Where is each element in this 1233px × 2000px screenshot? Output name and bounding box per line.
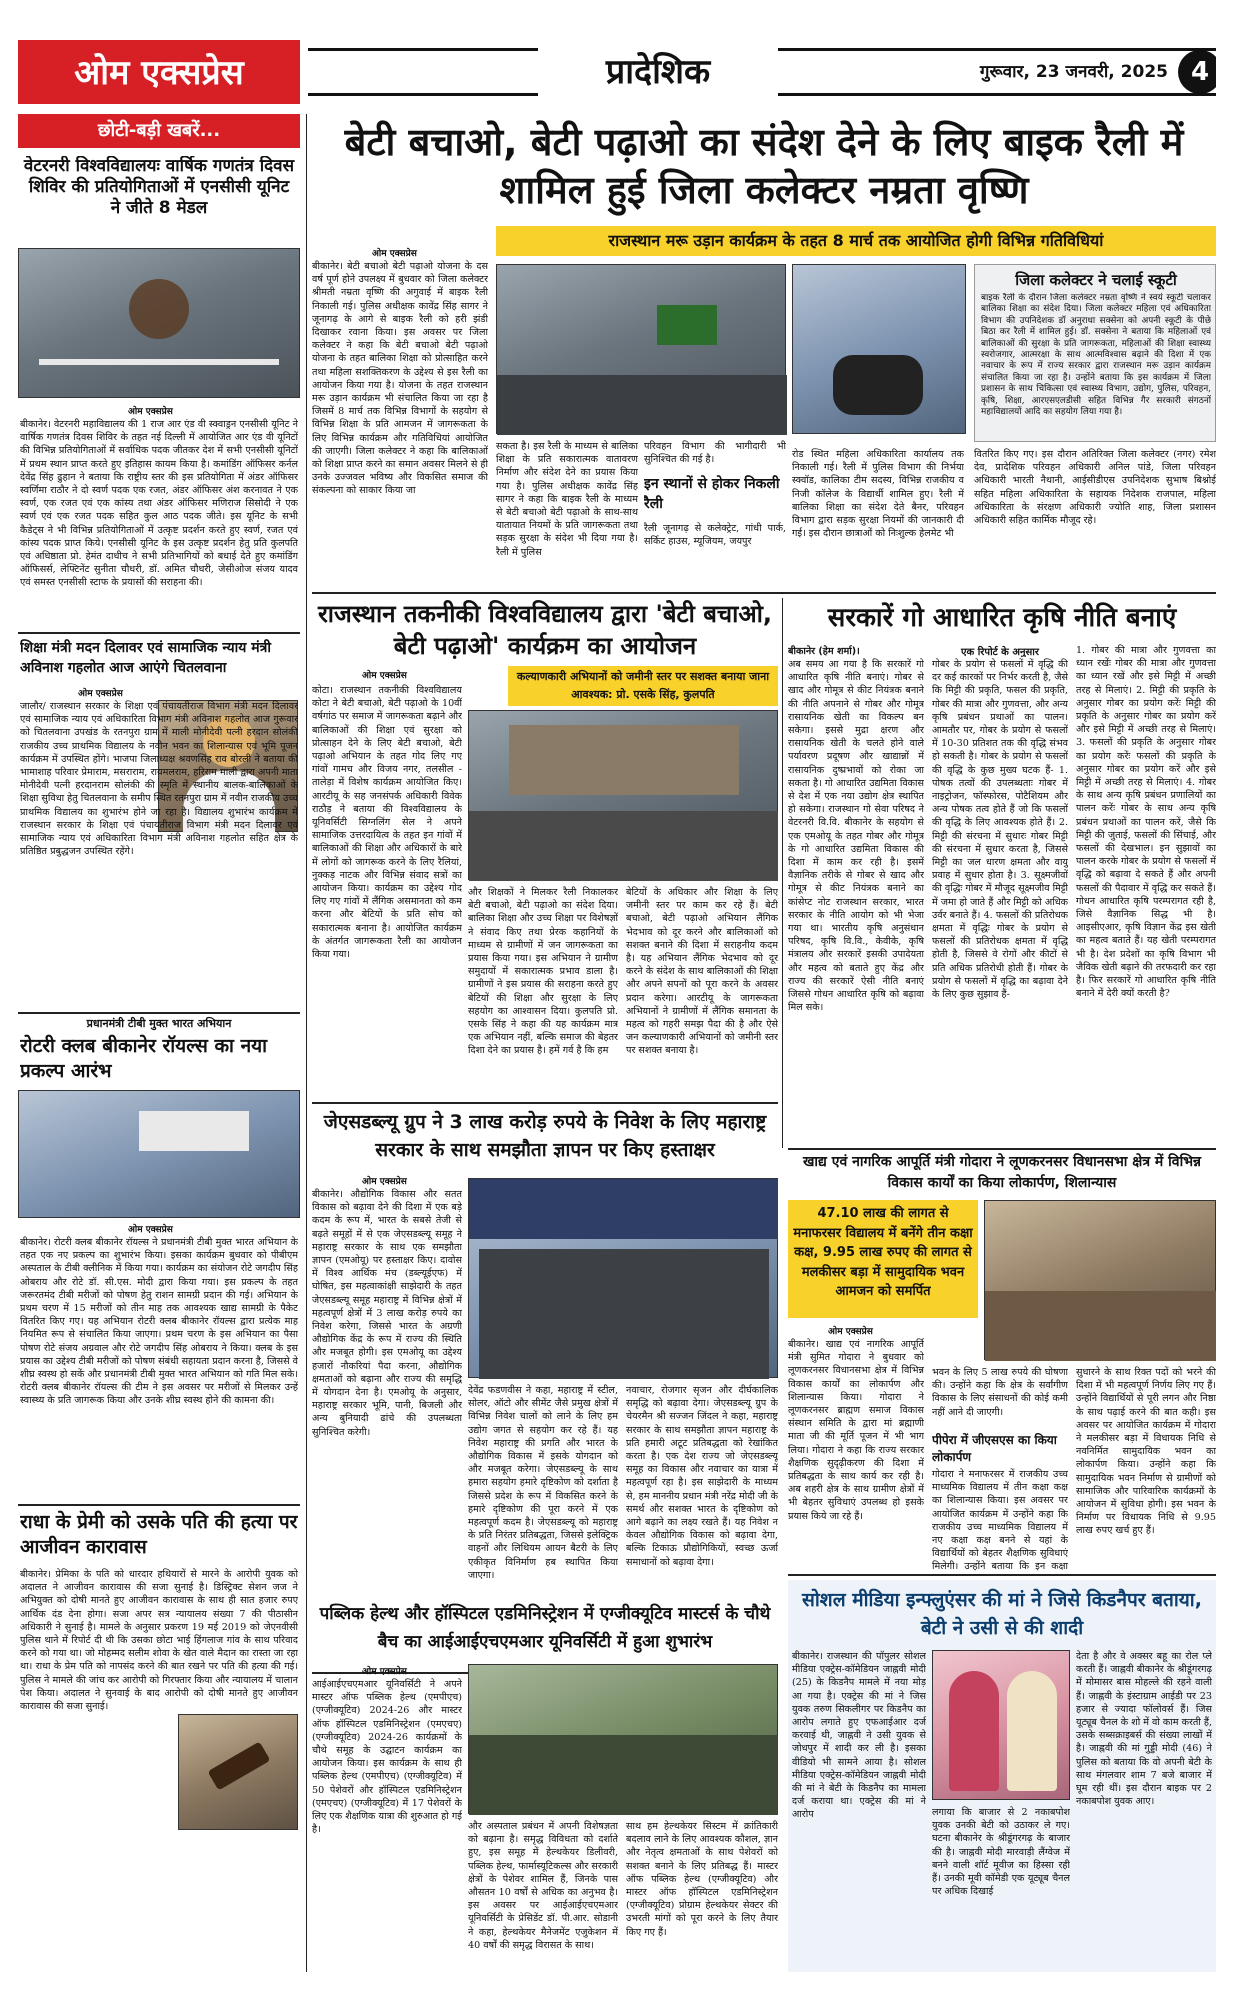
lead-scooter-photo <box>792 264 966 434</box>
column-rule <box>782 598 783 1148</box>
social-col1: बीकानेर। राजस्थान की पॉपुलर सोशल मीडिया एक्ट्रेस-कॉमेडियन जाह्नवी मोदी (25) के किडनैप मामले में नया मोड़ आ गया है। एक्ट्रेस की मां ने जिस युवक तरुण सिकलीगर पर किडनैप का आरोप लगाते हुए एफआईआर दर्ज करवाई थी, जाह्नवी ने उसी युवक से जोधपुर में शादी कर ली है। इसका वीडियो भी सामने आया है। सोशल मीडिया एक्ट्रेस-कॉमेडियन जाह्नवी मोदी की मां ने बेटी के किडनैप का मामला दर्ज कराया था। एक्ट्रेस की मां ने आरोप <box>792 1651 926 1821</box>
rtu-quote: कल्याणकारी अभियानों को जमीनी स्तर पर सशक्त बनाया जाना आवश्यक: प्रो. एसके सिंह, कुलपति <box>508 666 778 706</box>
scooty-box-title: जिला कलेक्टर ने चलाई स्कूटी <box>1015 271 1177 289</box>
godara-col3: सुधारने के साथ रिक्त पदों को भरने की दिशा में भी महत्वपूर्ण निर्णय लिए गए हैं। उन्होंने विद्यार्थियों से पूरी लगन और निष्ठा के साथ पढ़ाई करने की बात कही। इस अवसर पर आयोजित कार्यक्रम में गोदारा ने मलकीसर बड़ा में विधायक निधि से नवनिर्मित सामुदायिक भवन का लोकार्पण किया। उन्होंने कहा कि सामुदायिक भवन निर्माण से ग्रामीणों को सामाजिक और पारिवारिक कार्यक्रमों के आयोजन में सुविधा होगी। इस भवन के निर्माण पर विधायक निधि से 9.95 लाख रुपए खर्च हुए हैं। <box>1076 1367 1216 1537</box>
iihmr-photo <box>468 1664 778 1814</box>
sidebar-story3-headline: रोटरी क्लब बीकानेर रॉयल्स का नया प्रकल्प आरंभ <box>20 1035 268 1082</box>
groom-figure <box>1007 1671 1057 1791</box>
sidebar-story2-headline: शिक्षा मंत्री मदन दिलावर एवं सामाजिक न्याय मंत्री अविनाश गहलोत आज आएंगे चितलवाना <box>20 640 272 676</box>
lead-scooty-box <box>974 264 1216 442</box>
lead-col5: वितरित किए गए। इस दौरान अतिरिक्त जिला कलेक्टर (नगर) रमेश देव, प्रादेशिक परिवहन अधिकारी अनिल पांडे, जिला परिवहन अधिकारी भारती नैथानी, आईसीडीएस उपनिदेशक सुभाष बिश्नोई सहित महिला अधिकारिता के सहायक निदेशक राजपाल, महिला अधिकारिता के संरक्षण अधिकारी ज्योति शाह, जिला प्रशासन अधिकारी सहित कार्मिक मौजूद रहे। <box>974 449 1216 527</box>
social-photo <box>932 1650 1070 1800</box>
lead-rally-photo <box>496 264 786 434</box>
building <box>509 725 739 795</box>
sidebar <box>18 114 300 1972</box>
issue-date: गुरूवार, 23 जनवरी, 2025 <box>908 54 1178 90</box>
barrier <box>39 359 279 365</box>
lead-col3: परिवहन विभाग की भागीदारी भी सुनिश्चित की गई है। <box>644 441 786 466</box>
social-story <box>788 1580 1216 1972</box>
students-crowd <box>469 811 778 881</box>
krishi-col3: 1. गोबर की मात्रा और गुणवत्ता का ध्यान रखेंः गोबर की मात्रा और गुणवत्ता का ध्यान रखें और इसे मिट्टी में अच्छी तरह से मिलाएं। 2. मिट्टी की प्रकृति के अनुसार गोबर का प्रयोग करेंः मिट्टी की प्रकृति के अनुसार गोबर का प्रयोग करें और इसे मिट्टी में अच्छी तरह से मिलाएं। 3. फसलों की प्रकृति के अनुसार गोबर का प्रयोग करेंः फसलों की प्रकृति के अनुसार गोबर का प्रयोग करें और इसे मिट्टी में अच्छी तरह से मिलाएं। 4. गोबर के साथ अन्य कृषि प्रबंधन प्रणालियों का पालन करेंः गोबर के साथ अन्य कृषि प्रबंधन प्रथाओं का पालन करें, जैसे कि मिट्टी की जुताई, फसलों की सिंचाई, और फसलों की देखभाल। इन सुझावों का पालन करके गोबर के प्रयोग से फसलों में वृद्धि को बढ़ावा दे सकते हैं और अपनी फसलों की पैदावार में वृद्धि कर सकते हैं। गोधन आधारित कृषि परम्परागत रही है, जिसे वैज्ञानिक सिद्ध भी है। आइसीएआर, कृषि विज्ञान केंद्र इस खेती का महत्व बताते हैं। यह खेती परम्परागत भी है। देश प्रदेशों का कृषि विभाग भी जैविक खेती बढ़ाने की तरफदारी कर रहा है। फिर सरकारें गो आधारित कृषि नीति बनाने में देरी क्यों करती है? <box>1076 645 1216 1000</box>
krishi-col2: गोबर के प्रयोग से फसलों में वृद्धि की दर कई कारकों पर निर्भर करती है, जैसे कि मिट्टी की प्रकृति, फसल की प्रकृति, गोबर की मात्रा और गुणवत्ता, और अन्य कृषि प्रबंधन प्रथाओं का पालन। आमतौर पर, गोबर के प्रयोग से फसलों में 10-30 प्रतिशत तक की वृद्धि संभव हो सकती है। गोबर के प्रयोग से फसलों की वृद्धि के कुछ मुख्य घटक हैं- 1. पोषक तत्वों की उपलब्धताः गोबर में नाइट्रोजन, फॉस्फोरस, पोटैशियम और अन्य पोषक तत्व होते हैं जो कि फसलों की वृद्धि के लिए आवश्यक होते हैं। 2. मिट्टी की संरचना में सुधारः गोबर मिट्टी की संरचना में सुधार करता है, जिससे मिट्टी का जल धारण क्षमता और वायु प्रवाह में सुधार होता है। 3. सूक्ष्मजीवों की वृद्धिः गोबर में मौजूद सूक्ष्मजीव मिट्टी में जमा हो जाते हैं और मिट्टी को अधिक उर्वर बनाते हैं। 4. फसलों की प्रतिरोधक क्षमता में वृद्धिः गोबर के प्रयोग से फसलों की प्रतिरोधक क्षमता में वृद्धि होती है, जिससे वे रोगों और कीटों से प्रति अधिक प्रतिरोधी होती हैं। गोबर के प्रयोग से फसलों में वृद्धि का बढ़ावा देने के लिए कुछ सुझाव हैं- <box>932 659 1068 1001</box>
sidebar-story4-headline: राधा के प्रेमी को उसके पति की हत्या पर आजीवन कारावास <box>20 1511 298 1558</box>
lead-col2: सकता है। इस रैली के माध्यम से बालिका शिक्षा के प्रति सकारात्मक वातावरण निर्माण और संदेश देने का प्रयास किया गया है। पुलिस अधीक्षक कावेंद्र सिंह सागर ने कहा कि बाइक रैली के माध्यम से बेटी बचाओ बेटी पढ़ाओ के साथ-साथ यातायात नियमों के प्रति जागरूकता तथा सड़क सुरक्षा के संदेश भी दिया गया है। रैली में पुलिस <box>496 441 638 558</box>
jsw-col3: नवाचार, रोजगार सृजन और दीर्घकालिक समृद्धि को बढ़ावा देगा। जेएसडब्ल्यू ग्रुप के चेयरमैन श्री सज्जन जिंदल ने कहा, महाराष्ट्र सरकार के साथ समझौता ज्ञापन महाराष्ट्र के प्रति हमारी अटूट प्रतिबद्धता को रेखांकित करता है। एक देश राज्य जो जेएसडब्ल्यू समूह का विकास और नवाचार का यात्रा में महत्वपूर्ण रहा है। इस साझेदारी के माध्यम से, हम माननीय प्रधान मंत्री नरेंद्र मोदी जी के समर्थ और सशक्त भारत के दृष्टिकोण को आगे बढ़ाने का लक्ष्य रखते हैं। यह निवेश न केवल औद्योगिक विकास को बढ़ावा देगा, बल्कि टिकाऊ प्रौद्योगिकियों, स्वच्छ ऊर्जा समाधानों को बढ़ावा देगा। <box>626 1385 778 1568</box>
godara-col2: गोदारा ने मनाफरसर में राजकीय उच्च माध्यमिक विद्यालय में तीन कक्षा कक्ष का शिलान्यास किया। इस अवसर पर आयोजित कार्यक्रम में उन्होंने कहा कि राजकीय उच्च माध्यमिक विद्यालय में नए कक्षा कक्ष बनने से यहां के विद्यार्थियों को बेहतर शैक्षणिक सुविधाएं मिलेगी। उन्होंने बताया कि इन कक्षा <box>932 1469 1068 1572</box>
godara-credit: ओम एक्सप्रेस <box>828 1327 873 1336</box>
divider <box>18 632 300 634</box>
sidebar-story2-body: जालौर/ राजस्थान सरकार के शिक्षा एवं पंचायतीराज विभाग मंत्री मदन दिलावर एवं सामाजिक न्याय एवं अधिकारिता विभाग मंत्री अविनाश गहलोत आज गुरूवार को चितलवाना उपखंड के रतनपुरा ग्राम में माली मोनीदेवी पत्नी हरदान सोलंकी राजकीय उच्च प्राथमिक विद्यालय के नवीन भवन का शिलान्यास एवं भूमि पूजन कार्यक्रम में उपस्थित होंगे। भाजपा जिलाध्यक्ष श्रवणसिंह राव बोरली ने बताया की भामाशाह परिवार प्रेमाराम, मसराराम, रायमलराम, हरिराम माली द्वारा अपनी माता मोनीदेवी पत्नी हरदानराम सोलंकी की स्मृति में स्थानीय बालक-बालिकाओं के शिक्षा सुविधा हेतु चितलवाना के समीप स्थित रतनपुरा ग्राम में नवीन राजकीय उच्च प्राथमिक विद्यालय का शुभारंभ होने जा रहा है। विद्यालय शुभारंभ कार्यक्रम में राजस्थान सरकार के शिक्षा एवं पंचायतीराज विभाग मंत्री मदन दिलावर एवं सामाजिक न्याय एवं अधिकारिता विभाग मंत्री अविनाश गहलोत सहित क्षेत्र के प्रतिष्ठित प्रबुद्धजन उपस्थित रहेंगे। <box>20 701 298 858</box>
horse-rider-figure <box>129 279 189 339</box>
lead-headline: बेटी बचाओ, बेटी पढ़ाओ का संदेश देने के लिए बाइक रैली में शामिल हुई जिला कलेक्टर नम्रता वृष्णि <box>344 120 1184 212</box>
krishi-headline: सरकारें गो आधारित कृषि नीति बनाएं <box>827 603 1177 633</box>
jsw-credit: ओम एक्सप्रेस <box>362 1177 407 1186</box>
godara-piparan-head: पीपेरा में जीएसएस का किया लोकार्पण <box>932 1433 1057 1464</box>
banner <box>139 1111 249 1151</box>
iihmr-col2: और अस्पताल प्रबंधन में अपनी विशेषज्ञता को बढ़ाना है। समृद्ध विविधता को दर्शाते हुए, इस समूह में हेल्थकेयर डिलीवरी, पब्लिक हेल्थ, फार्मास्यूटिकल्स और सरकारी क्षेत्रों के पेशेवर शामिल हैं, जिनके पास औसतन 10 वर्षों से अधिक का अनुभव है। इस अवसर पर आईआईएचएमआर यूनिवर्सिटी के प्रेसिडेंट डॉ. पी.आर. सोडानी ने कहा, हेल्थकेयर मैनेजमेंट एजुकेशन में 40 वर्षों की समृद्ध विरासत के साथ। <box>468 1821 618 1951</box>
iihmr-head-spacer <box>312 1592 778 1594</box>
iihmr-headline: पब्लिक हेल्थ और हॉस्पिटल एडमिनिस्ट्रेशन में एग्जीक्यूटिव मास्टर्स के चौथे बैच का आईआईएचएमआर यूनिवर्सिटी में हुआ शुभारंभ <box>319 1604 771 1652</box>
backdrop <box>469 1179 778 1239</box>
sidebar-story3-kicker: प्रधानमंत्री टीबी मुक्त भारत अभियान <box>86 1017 232 1030</box>
jsw-story <box>312 1108 778 1668</box>
lead-story <box>312 114 1216 590</box>
rtu-col3: बेटियों के अधिकार और शिक्षा के लिए जमीनी स्तर पर काम कर रहे हैं। बेटी बचाओ, बेटी पढ़ाओ अभियान लैंगिक भेदभाव को दूर करने और बालिकाओं को सशक्त बनाने की दिशा में सराहनीय कदम है। यह अभियान लैंगिक भेदभाव को दूर करने के संदेश के साथ बालिकाओं की शिक्षा और अपने सपनों को पूरा करने के अवसर प्रदान करेगा। आरटीयू के जागरूकता अभियानों ने ग्रामीणों में लैंगिक समानता के महत्व को गहरी समझ पैदा की है और ऐसे जन कल्याणकारी अभियानों को जमीनी स्तर पर सशक्त बनाया है। <box>626 887 778 1057</box>
rtu-col2: और शिक्षकों ने मिलकर रैली निकालकर बेटी बचाओ, बेटी पढ़ाओ का संदेश दिया। बालिका शिक्षा और उच्च शिक्षा पर विशेषज्ञों ने संवाद किए तथा प्रेरक कहानियों के माध्यम से ग्रामीणों में जन जागरूकता का प्रयास किया गया। इस अभियान ने ग्रामीण समुदायों में सकारात्मक प्रभाव डाला है। ग्रामीणों ने इस प्रयास की सराहना करते हुए बेटियों की शिक्षा और सुरक्षा के लिए सहयोग का आश्वासन दिया। कुलपति प्रो. एसके सिंह ने कहा की यह कार्यक्रम मात्र एक अभियान नहीं, बल्कि समाज की बेहतर दिशा देने का प्रयास है। हमें गर्व है कि हम <box>468 887 618 1057</box>
social-col3: देता है और वे अक्सर बहू का रोल प्ले करती हैं। जाह्नवी बीकानेर के श्रीडूंगरगढ़ में मोमासर बास मोहल्ले की रहने वाली हैं। जाह्नवी के इंस्टाग्राम आईडी पर 23 हजार से ज्यादा फॉलोवर्स हैं। जिस यूट्यूब चैनल के शो में वो काम करती हैं, उसके सब्सक्राइबर्स की संख्या लाखों में है। जाह्नवी की मां गुड्डी मोदी (46) ने पुलिस को बताया कि वो अपनी बेटी के साथ मंगलवार शाम 7 बजे बाजार में घूम रही थीं। इस दौरान बाइक पर 2 नकाबपोश युवक आए। <box>1076 1651 1212 1808</box>
divider <box>18 1504 300 1506</box>
social-col2: लगाया कि बाजार से 2 नकाबपोश युवक उनकी बेटी को उठाकर ले गए। घटना बीकानेर के श्रीडूंगरगढ़ के बाजार की है। जाह्नवी मोदी मारवाड़ी लैंग्वेज में बनने वाली शॉर्ट मूवीज का हिस्सा रही हैं। उनकी मूवी कॉमेडी एक यूट्यूब चैनल पर अधिक दिखाई <box>932 1807 1070 1898</box>
krishi-col1: अब समय आ गया है कि सरकारें गो आधारित कृषि नीति बनाएं। गोबर से खाद और गोमूत्र से कीट नियंत्रक बनाने की नीति अपनाने से गोबर और गोमूत्र रासायनिक खेती का विकल्प बन सकेगा। इससे मुद्रा क्षरण और रासायनिक खेती के चलते होने वाले पर्यावरण प्रदूषण और खाद्यान्नों में रासायनिक दुष्प्रभावों को रोका जा सकता है। गो आधारित उद्यमिता विकास से देश में एक नया उद्योग क्षेत्र स्थापित हो सकेगा। राजस्थान गो सेवा परिषद ने वेटरनरी वि.वि. बीकानेर के सहयोग से एक एमओयू के तहत गोबर और गोमूत्र के गो आधारित उद्यमिता विकास की दिशा में काम कर रही है। इसमें वैज्ञानिक तरीके से गोबर से खाद और गोमूत्र से कीट नियंत्रक बनाने का कांसेप्ट नोट राजस्थान सरकार, भारत सरकार के नीति आयोग को भी भेजा गया था। भारतीय कृषि अनुसंधान परिषद, कृषि वि.वि., केवीके, कृषि मंत्रालय और सरकारें इसकी उपादेयता और महत्व को बताते हुए केंद्र और राज्य की सरकारें ऐसी नीति बनाएं जिससे गोधन आधारित कृषि को बढ़ावा मिल सके। <box>788 659 924 1014</box>
lead-route-head: इन स्थानों से होकर निकली रैली <box>644 476 780 512</box>
jsw-col1: बीकानेर। औद्योगिक विकास और सतत विकास को बढ़ावा देने की दिशा में एक बड़े कदम के रूप में, भारत के सबसे तेजी से बढ़ते समूहों में से एक जेएसडब्ल्यू समूह ने महाराष्ट्र सरकार के साथ एक समझौता ज्ञापन (एमओयू) पर हस्ताक्षर किए। दावोस में विश्व आर्थिक मंच (डब्ल्यूईएफ) में घोषित, इस महत्वाकांक्षी साझेदारी के तहत जेएसडब्ल्यू समूह महाराष्ट्र में विभिन्न क्षेत्रों में महत्वपूर्ण क्षेत्रों में 3 लाख करोड़ रुपये का निवेश करेगा, जिससे भारत के अग्रणी औद्योगिक केंद्र के रूप में राज्य की स्थिति और मजबूत होगी। इस एमओयू का उद्देश्य हजारों नौकरियां पैदा करना, औद्योगिक क्षमताओं को बढ़ाना और राज्य की समृद्धि में योगदान देना है। एमओयू के अनुसार, महाराष्ट्र सरकार भूमि, पानी, बिजली और अन्य बुनियादी ढांचे की उपलब्धता सुनिश्चित करेगी। <box>312 1189 462 1438</box>
divider <box>788 1574 1216 1576</box>
godara-col2-lead: भवन के लिए 5 लाख रुपये की घोषणा की। उन्होंने कहा कि क्षेत्र के सर्वांगीण विकास के लिए संसाधनों की कोई कमी नहीं आने दी जाएगी। <box>932 1367 1068 1418</box>
divider <box>18 1012 300 1014</box>
iihmr-credit: ओम एक्सप्रेस <box>362 1667 407 1676</box>
page-number: 4 <box>1190 57 1210 87</box>
divider <box>312 1102 778 1104</box>
divider <box>788 1148 1216 1150</box>
masthead <box>18 40 1216 106</box>
sidebar-story1-headline: वेटरनरी विश्वविद्यालयः वार्षिक गणतंत्र दिवस शिविर की प्रतियोगिताओं में एनसीसी यूनिट ने जीते 8 मेडल <box>23 156 295 218</box>
sidebar-title: छोटी-बड़ी खबरें... <box>18 114 300 148</box>
rtu-col1: कोटा। राजस्थान तकनीकी विश्वविद्यालय कोटा ने बेटी बचाओ, बेटी पढ़ाओ के 10वीं वर्षगांठ पर समाज में जागरूकता बढ़ाने और बालिकाओं की शिक्षा एवं सुरक्षा को प्रोत्साहन देने के लिए बेटी बचाओ, बेटी पढ़ाओ अभियान के तहत गोद लिए गए गांवों गामच और विजय नगर, तलसील - तालेड़ा में विशेष कार्यक्रम आयोजित किए। आरटीयू के सह जनसंपर्क अधिकारी विवेक राठौड़ ने बताया की विश्वविद्यालय के यूनिवर्सिटी सिग्नलिंग सेल ने अपने सामाजिक उत्तरदायित्व के तहत इन गांवों में बालिकाओं की शिक्षा और अधिकारों के बारे में लोगों को जागरूक करने के लिए रैलियां, नुक्कड़ नाटक और विभिन्न संवाद सत्रों का आयोजन किया। कार्यक्रम का उद्देश्य गोद लिए गए गांवों में लैंगिक असमानता को कम करना और बेटियों के प्रति सोच को सकारात्मक बनाना है। आयोजित कार्यक्रम के अंतर्गत जागरूकता रैली का आयोजन किया गया। <box>312 685 462 961</box>
iihmr-story <box>312 1592 778 1972</box>
sidebar-story3-photo <box>18 1090 300 1218</box>
paper-name: ओम एक्सप्रेस <box>74 53 244 93</box>
sidebar-story1-body: बीकानेर। वेटरनरी महाविद्यालय की 1 राज आर एंड वी स्क्वाड्रन एनसीसी यूनिट ने वार्षिक गणतंत्र दिवस शिविर के तहत नई दिल्ली में आयोजित आर एंड वी यूनिटों की विभिन्न प्रतियोगिताओं में सर्वाधिक पदक जीतकर देश में सभी एनसीसी यूनिटों में प्रथम स्थान प्राप्त करते हुए इतिहास कायम किया है। कमांडिंग ऑफिसर कर्नल देवेंद्र सिंह ढुहान ने बताया कि राष्ट्रीय स्तर की इस प्रतियोगिता में अंडर ऑफिसर स्वर्णिमा राठौर ने दो स्वर्ण पदक एक रजत, अंडर ऑफिसर अंश करनावत ने एक स्वर्ण, एक रजत एवं एक कांस्य तथा अंडर ऑफिसर मणिराज सिसोदी ने एक स्वर्ण एवं एक रजत पदक सहित कुल आठ पदक जीते। इस यूनिट के सभी कैडेट्स ने भी विभिन्न प्रतियोगिताओं में उत्कृष्ट प्रदर्शन करते हुए स्वर्ण, रजत एवं कांस्य पदक प्राप्त किये। एनसीसी यूनिट के इस उत्कृष्ट प्रदर्शन हेतु प्रति कुलपति एवं अधिष्ठाता प्रो. हेमंत दाधीच ने सभी प्रतिभागियों को बधाई देते हुए कमांडिंग ऑफिसर्स, लेफ्टिनेंट सुनीता चौधरी, डॉ. अमित चौधरी, जेसीओज संजय यादव एवं समस्त एनसीसी स्टाफ के प्रयासों की सराहना की। <box>20 419 298 589</box>
scooter <box>833 355 923 415</box>
lead-subhead: राजस्थान मरू उड़ान कार्यक्रम के तहत 8 मार्च तक आयोजित होगी विभिन्न गतिविधियां <box>496 226 1216 256</box>
sidebar-story1-photo <box>18 248 300 398</box>
godara-photo <box>984 1200 1216 1360</box>
sidebar-story3-credit: ओम एक्सप्रेस <box>128 1225 173 1234</box>
lead-route-body: रैली जूनागढ़ से कलेक्ट्रेट, गांधी पार्क, सर्किट हाउस, म्यूजियम, जयपुर <box>644 523 786 548</box>
rtu-credit: ओम एक्सप्रेस <box>362 671 407 680</box>
rtu-photo <box>468 710 778 880</box>
jsw-headline: जेएसडब्ल्यू ग्रुप ने 3 लाख करोड़ रुपये के निवेश के लिए महाराष्ट्र सरकार के साथ समझौता ज्ञापन पर किए हस्ताक्षर <box>323 1111 767 1161</box>
column-rule <box>306 114 307 1972</box>
crowd <box>497 375 787 435</box>
iihmr-col3: साथ हम हेल्थकेयर सिस्टम में क्रांतिकारी बदलाव लाने के लिए आवश्यक कौशल, ज्ञान और नेतृत्व क्षमताओं के साथ पेशेवरों को सशक्त बनाने के लिए प्रतिबद्ध हैं। मास्टर ऑफ पब्लिक हेल्थ (एग्जीक्यूटिव) और मास्टर ऑफ हॉस्पिटल एडमिनिस्ट्रेशन (एग्जीक्यूटिव) प्रोग्राम हेल्थकेयर सेक्टर की उभरती मांगों को पूरा करने के लिए तैयार किए गए हैं। <box>626 1821 778 1938</box>
godara-headline: खाद्य एवं नागरिक आपूर्ति मंत्री गोदारा ने लूणकरनसर विधानसभा क्षेत्र में विभिन्न विकास कार्यों का किया लोकार्पण, शिलान्यास <box>802 1154 1202 1191</box>
sidebar-story3-body: बीकानेर। रोटरी क्लब बीकानेर रॉयल्स ने प्रधानमंत्री टीबी मुक्त भारत अभियान के तहत एक नए प्रकल्प का शुभारंभ किया। इसका कार्यक्रम बुधवार को पीबीएम अस्पताल के टीबी क्लीनिक में किया गया। कार्यक्रम का संयोजन रोटे जगदीप सिंह ओबराय और रोटे डॉ. सी.एस. मोदी द्वारा किया गया। इस प्रकल्प के तहत जरूरतमंद टीबी मरीजों को पोषण हेतु राशन सामग्री प्रदान की गई। अभियान के प्रथम चरण में 15 मरीजों को तीन माह तक आवश्यक खाद्य सामग्री के पैकेट वितरित किए गए। यह अभियान रोटरी क्लब बीकानेर रॉयल्स द्वारा प्रत्येक माह नियमित रूप से संचालित किया जाएगा। प्रथम चरण के इस अभियान का पैसा पोषण रोटे संजय अग्रवाल और रोटे जगदीप सिंह ओबराय ने किया। क्लब के इस प्रयास का उद्देश्य टीबी मरीजों को पोषण संबंधी सहायता प्रदान करना है, जिससे वे शीघ्र स्वस्थ हो सकें और प्रधानमंत्री टीबी मुक्त भारत अभियान को गति मिल सके। रोटरी क्लब बीकानेर रॉयल्स की टीम ने इस अवसर पर मरीजों से मिलकर उन्हें स्वास्थ्य के प्रति जागरूक किया और उनके शीघ्र स्वस्थ होने की कामना की। <box>20 1237 298 1407</box>
iihmr-col1: आईआईएचएमआर यूनिवर्सिटी ने अपने मास्टर ऑफ पब्लिक हेल्थ (एमपीएच) (एग्जीक्यूटिव) 2024-26 और मास्टर ऑफ हॉस्पिटल एडमिनिस्ट्रेशन (एमएचए) (एग्जीक्यूटिव) 2024-26 कार्यक्रमों के चौथे समूह के उद्घाटन कार्यक्रम का आयोजन किया। इस कार्यक्रम के साथ ही पब्लिक हेल्थ (एमपीएच) (एग्जीक्यूटिव) में 50 पेशेवरों और हॉस्पिटल एडमिनिस्ट्रेशन (एमएचए) (एग्जीक्यूटिव) में 17 पेशेवरों के लिए एक शैक्षणिक यात्रा की शुरुआत हो गई है। <box>312 1679 462 1836</box>
sidebar-story4-body: बीकानेर। प्रेमिका के पति को धारदार हथियारों से मारने के आरोपी युवक को अदालत ने आजीवन कारावास की सजा सुनाई है। डिस्ट्रिक्ट सेशन जज ने अभियुक्त को दोषी मानते हुए आजीवन कारावास के साथ ही सात हजार रुपए आर्थिक दंड देना होगा। सजा अपर सत्र न्यायालय संख्या 7 की पीठासीन अधिकारी ने सुनाई है। मामले के अनुसार प्रकरण 19 मई 2019 को जेएनवीसी पुलिस थाने में रिपोर्ट दी थी कि उसका छोटा भाई हिंगलाज गांव के साथ परिवाद करने को गया था। जो मोहम्मद सलीम शोवा के खेत वाले मैदान का रास्ता जा रहा था। राधा के प्रेम पति को नापसंद करने की बात रखने पर पति की हत्या की गई। पुलिस ने मामले की जांच कर आरोपी को गिरफ्तार किया और न्यायालय में चालान पेश किया। अदालत ने सुनवाई के बाद आरोपी को दोषी मानते हुए आजीवन कारावास की सजा सुनाई। <box>20 1569 298 1713</box>
krishi-credit: बीकानेर (हेम शर्मा)। <box>788 646 860 657</box>
godara-yellow-box: 47.10 लाख की लागत से मनाफरसर विद्यालय में बनेंगे तीन कक्षा कक्ष, 9.95 लाख रुपए की लागत से मलकीसर बड़ा में सामुदायिक भवन आमजन को समर्पित <box>788 1200 978 1318</box>
lead-credit: ओम एक्सप्रेस <box>372 249 417 258</box>
flag <box>657 305 717 345</box>
section-name: प्रादेशिक <box>538 44 778 100</box>
godara-story <box>788 1152 1216 1572</box>
social-headline: सोशल मीडिया इन्फ्लुएंसर की मां ने जिसे किडनैपर बताया, बेटी ने उसी से की शादी <box>802 1589 1202 1639</box>
paper-name-box <box>18 40 300 104</box>
jsw-photo <box>468 1178 778 1378</box>
lead-col1: बीकानेर। बेटी बचाओ बेटी पढ़ाओ योजना के दस वर्ष पूर्ण होने उपलक्ष्य में बुधवार को जिला कलेक्टर श्रीमती नम्रता वृष्णि की अगुवाई में बाइक रैली निकाली गई। पुलिस अधीक्षक कावेंद्र सिंह सागर ने जूनागढ़ के आगे से बाइक रैली को हरी झंडी दिखाकर रवाना किया। इस अवसर पर जिला कलेक्टर ने कहा कि बेटी बचाओ बेटी पढ़ाओ योजना के तहत बालिका शिक्षा को प्रोत्साहित करने तथा महिला सशक्तिकरण के उद्देश्य से इस रैली का आयोजन किया गया है। योजना के तहत राजस्थान मरू उड़ान कार्यक्रम भी संचालित किया जा रहा है जिसमें 8 मार्च तक विभिन्न विभागों के सहयोग से विभिन्न शिक्षा के प्रति आमजन में जागरूकता के लिए विभिन्न कार्यक्रम और गतिविधियां आयोजित की जाएगी। जिला कलेक्टर ने कहा कि बालिकाओं को शिक्षा प्राप्त करने का समान अवसर मिलने से ही उनके उज्जवल भविष्य और विकसित समाज की संकल्पना को साकार किया जा <box>312 261 488 497</box>
gathering <box>985 1291 1216 1361</box>
divider <box>312 592 1216 594</box>
sidebar-story2-credit: ओम एक्सप्रेस <box>78 689 123 698</box>
scooty-box-body: बाइक रैली के दौरान जिला कलेक्टर नम्रता वृष्णि ने स्वयं स्कूटी चलाकर बालिका शिक्षा का संदेश दिया। जिला कलेक्टर महिला एवं अधिकारिता विभाग की उपनिदेशक डॉ अनुराधा सक्सेना को अपनी स्कूटी के पीछे बिठा कर रैली में शामिल हुई। डॉ. सक्सेना ने बताया कि महिलाओं एवं बालिकाओं की सुरक्षा के प्रति जागरूकता, महिलाओं की शिक्षा स्वास्थ्य स्वरोजगार, आत्मरक्षा के साथ आत्मविश्वास बढ़ाने की दिशा में एक नवाचार के रूप में राज्य सरकार द्वारा राजस्थान मरू उड़ान कार्यक्रम संचालित किया जा रहा है। उन्होंने बताया कि इस कार्यक्रम में जिला प्रशासन के साथ चिकित्सा एवं स्वास्थ्य विभाग, उद्योग, पुलिस, परिवहन, कृषि, शिक्षा, आरएसएलडीसी सहित विभिन्न गैर सरकारी संगठनों महाविद्यालयों आदि का सहयोग लिया गया है। <box>981 293 1211 418</box>
krishi-story <box>788 598 1216 1148</box>
lead-col4: रोड स्थित महिला अधिकारिता कार्यालय तक निकाली गई। रैली में पुलिस विभाग की निर्भया स्क्वॉड, कालिका टीम सदस्य, विभिन्न राजकीय व निजी कॉलेज के विद्यार्थी शामिल हुए। रैली में बालिका शिक्षा का संदेश देते बैनर, परिवहन विभाग द्वारा सड़क सुरक्षा नियमों की जानकारी दी गई। इस दौरान छात्राओं को निःशुल्क हेलमेट भी <box>792 449 964 540</box>
people-row <box>479 1249 769 1379</box>
godara-col1: बीकानेर। खाद्य एवं नागरिक आपूर्ति मंत्री सुमित गोदारा ने बुधवार को लूणकरनसर विधानसभा क्षेत्र में विभिन्न विकास कार्यों का लोकार्पण और शिलान्यास किया। गोदारा ने लूणकरनसर ब्राह्मण समाज विकास संस्थान समिति के द्वारा मां ब्रह्माणी माता जी की मूर्ति पूजन में भी भाग लिया। गोदारा ने कहा कि राज्य सरकार शैक्षणिक सुदृढ़ीकरण की दिशा में प्रतिबद्धता के साथ कार्य कर रही है। अब शहरी क्षेत्र के साथ ग्रामीण क्षेत्रों में भी बेहतर सुविधाएं उपलब्ध हो इसके प्रयास किये जा रहे हैं। <box>788 1339 924 1522</box>
bride-figure <box>949 1671 999 1791</box>
rtu-headline: राजस्थान तकनीकी विश्वविद्यालय द्वारा 'बेटी बचाओ, बेटी पढ़ाओ' कार्यक्रम का आयोजन <box>317 600 773 660</box>
page-number-badge <box>1178 50 1216 94</box>
sidebar-story1-credit: ओम एक्सप्रेस <box>128 407 173 416</box>
jsw-col2: देवेंद्र फडणवीस ने कहा, महाराष्ट्र में स्टील, सोलर, ऑटो और सीमेंट जैसे प्रमुख क्षेत्रों में विभिन्न निवेश चालों को लाने के लिए हम उद्योग जगत से सहयोग कर रहे हैं। यह निवेश महाराष्ट्र की प्रगति और भारत के औद्योगिक विकास में इसके योगदान को और मजबूत करेगा। जेएसडब्ल्यू के साथ हमारा सहयोग हमारे दृष्टिकोण को दर्शाता है जिससे प्रदेश के रूप में विकसित करने के हमारे दृष्टिकोण की पूरा करने में एक महत्वपूर्ण कदम है। जेएसडब्ल्यू को महाराष्ट्र के प्रति निरंतर प्रतिबद्धता, जिससे इलेक्ट्रिक वाहनों और लिथियम आयन बैटरी के लिए एकीकृत विनिर्माण हब स्थापित किया जाएगा। <box>468 1385 618 1581</box>
rtu-story <box>312 598 778 1098</box>
krishi-col2-head: एक रिपोर्ट के अनुसार <box>961 647 1039 657</box>
group-photo <box>469 1735 778 1815</box>
